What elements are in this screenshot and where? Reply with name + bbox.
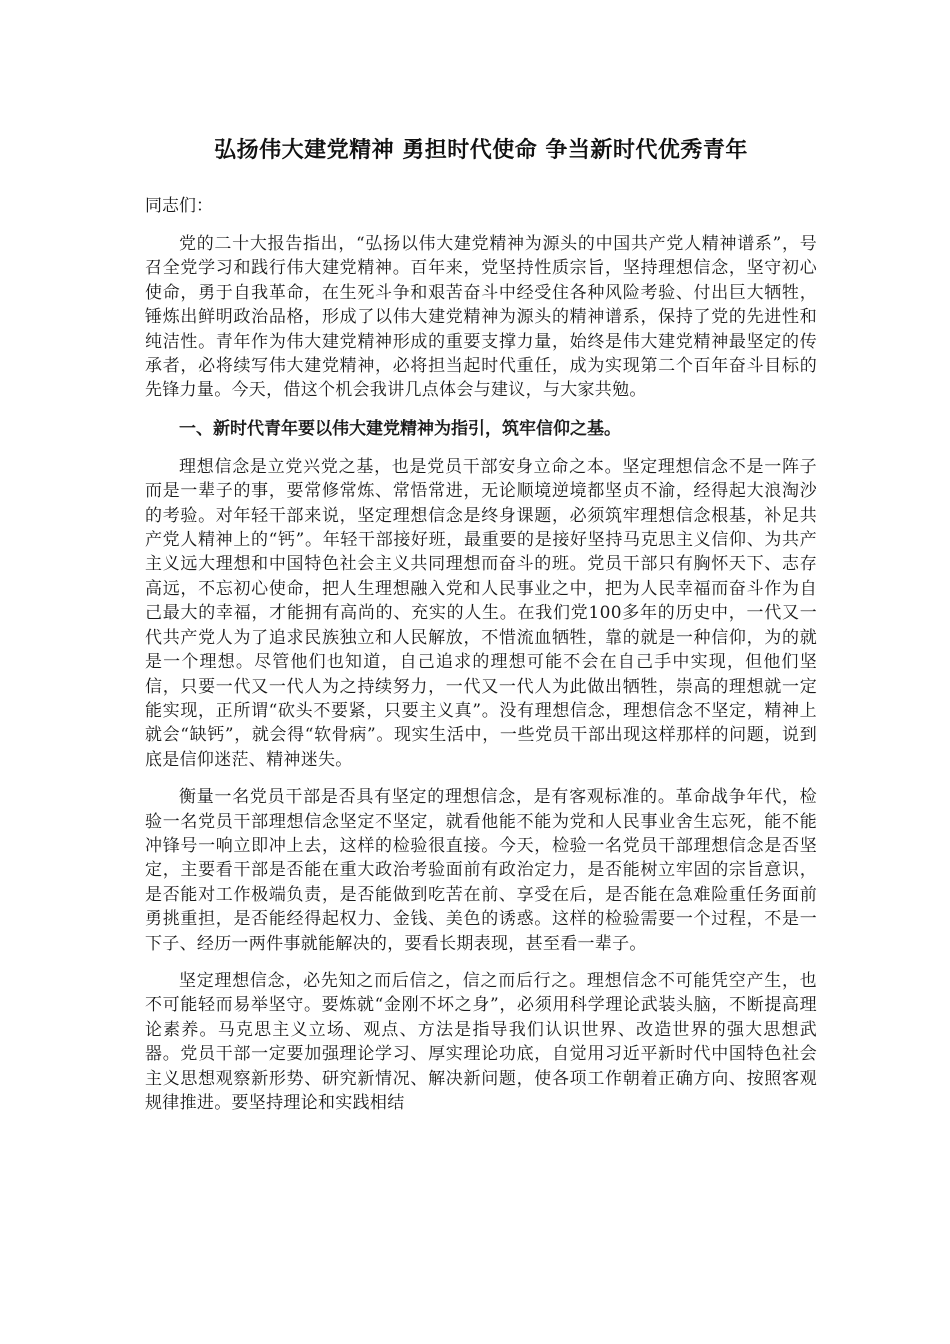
intro-paragraph: 党的二十大报告指出，“弘扬以伟大建党精神为源头的中国共产党人精神谱系”，号召全党学习和践行伟大建党精神。百年来，党坚持性质宗旨，坚持理想信念，坚守初心使命，勇于自我革命，在生死斗争和艰苦奋斗中经受住各种风险考验、付出巨大牺牲，锤炼出鲜明政治品格，形成了以伟大建党精神为源头的精神谱系，保持了党的先进性和纯洁性。青年作为伟大建党精神形成的重要支撑力量，始终是伟大建党精神最坚定的传承者，必将续写伟大建党精神，必将担当起时代重任，成为实现第二个百年奋斗目标的先锋力量。今天，借这个机会我讲几点体会与建议，与大家共勉。 bbox=[145, 234, 817, 401]
section1-paragraph-3: 坚定理想信念，必先知之而后信之，信之而后行之。理想信念不可能凭空产生，也不可能轻而易举坚守。要炼就“金刚不坏之身”，必须用科学理论武装头脑，不断提高理论素养。马克思主义立场、观点、方法是指导我们认识世界、改造世界的强大思想武器。党员干部一定要加强理论学习、厚实理论功底，自觉用习近平新时代中国特色社会主义思想观察新形势、研究新情况、解决新问题，使各项工作朝着正确方向、按照客观规律推进。要坚持理论和实践相结 bbox=[145, 970, 817, 1113]
page-bottom-margin bbox=[0, 1224, 950, 1344]
document-body bbox=[145, 134, 817, 1128]
section-heading-1: 一、新时代青年要以伟大建党精神为指引，筑牢信仰之基。 bbox=[179, 418, 621, 439]
section1-paragraph-1: 理想信念是立党兴党之基，也是党员干部安身立命之本。坚定理想信念不是一阵子而是一辈子的事，要常修常炼、常悟常进，无论顺境逆境都坚贞不渝，经得起大浪淘沙的考验。对年轻干部来说，坚定理想信念是终身课题，必须筑牢理想信念根基，补足共产党人精神上的“钙”。年轻干部接好班，最重要的是接好坚持马克思主义信仰、为共产主义远大理想和中国特色社会主义共同理想而奋斗的班。党员干部只有胸怀天下、志存高远，不忘初心使命，把人生理想融入党和人民事业之中，把为人民幸福而奋斗作为自己最大的幸福，才能拥有高尚的、充实的人生。在我们党100多年的历史中，一代又一代共产党人为了追求民族独立和人民解放，不惜流血牺牲，靠的就是一种信仰，为的就是一个理想。尽管他们也知道，自己追求的理想可能不会在自己手中实现，但他们坚信，只要一代又一代人为之持续努力，一代又一代人为此做出牺牲，崇高的理想就一定能实现，正所谓“砍头不要紧，只要主义真”。没有理想信念，理想信念不坚定，精神上就会“缺钙”，就会得“软骨病”。现实生活中，一些党员干部出现这样那样的问题，说到底是信仰迷茫、精神迷失。 bbox=[145, 456, 817, 770]
salutation: 同志们： bbox=[145, 196, 213, 216]
section1-paragraph-2: 衡量一名党员干部是否具有坚定的理想信念，是有客观标准的。革命战争年代，检验一名党员干部理想信念坚定不坚定，就看他能不能为党和人民事业舍生忘死，能不能冲锋号一响立即冲上去，这样的检验很直接。今天，检验一名党员干部理想信念是否坚定，主要看干部是否能在重大政治考验面前有政治定力，是否能树立牢固的宗旨意识，是否能对工作极端负责，是否能做到吃苦在前、享受在后，是否能在急难险重任务面前勇挑重担，是否能经得起权力、金钱、美色的诱惑。这样的检验需要一个过程，不是一下子、经历一两件事就能解决的，要看长期表现，甚至看一辈子。 bbox=[145, 787, 817, 954]
document-title: 弘扬伟大建党精神 勇担时代使命 争当新时代优秀青年 bbox=[214, 138, 748, 163]
